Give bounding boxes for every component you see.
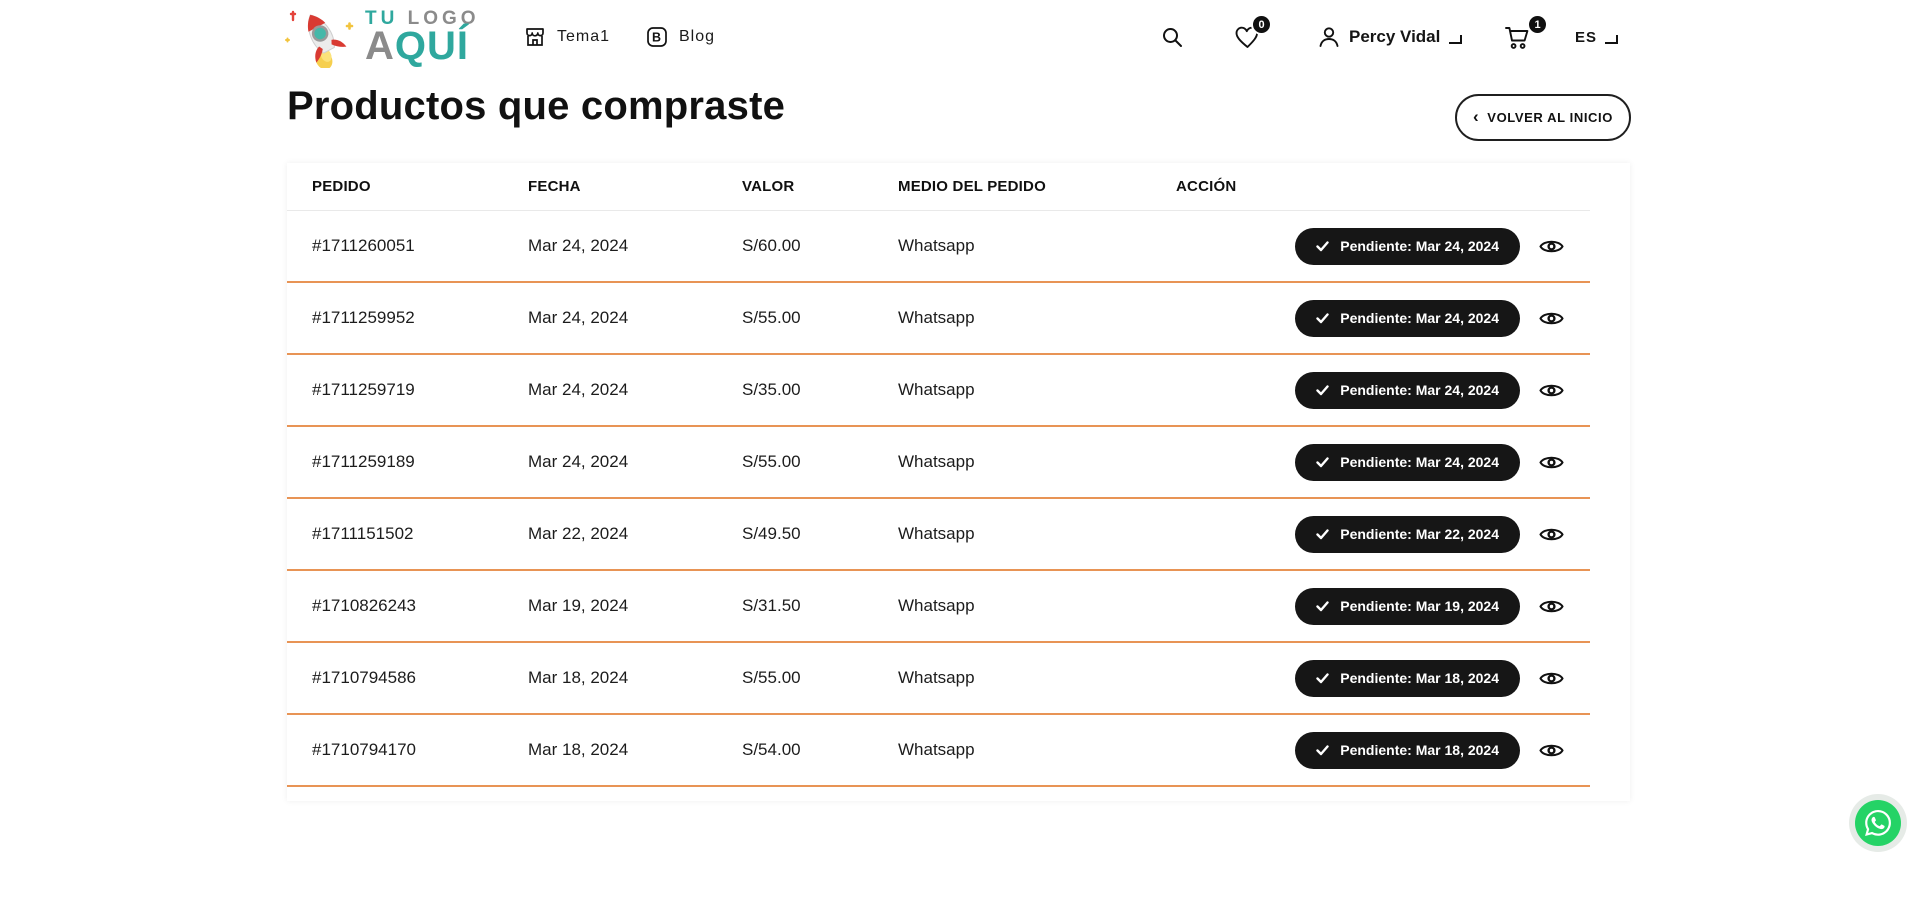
order-date: Mar 22, 2024 <box>528 524 629 543</box>
back-button-label: VOLVER AL INICIO <box>1487 110 1613 125</box>
logo-line2-start: A <box>365 23 395 68</box>
table-row <box>287 715 1590 787</box>
user-name: Percy Vidal <box>1349 27 1441 46</box>
search-button[interactable] <box>1160 0 1184 74</box>
column-header-valor: VALOR <box>742 178 795 195</box>
status-badge[interactable] <box>1295 660 1520 697</box>
wishlist-button[interactable] <box>1234 0 1261 74</box>
status-label: Pendiente: Mar 24, 2024 <box>1340 238 1499 254</box>
order-date: Mar 19, 2024 <box>528 596 629 615</box>
order-date: Mar 18, 2024 <box>528 740 629 759</box>
order-number: #1710794586 <box>312 668 417 687</box>
status-badge[interactable] <box>1295 372 1520 409</box>
nav-item-blog[interactable] <box>645 0 715 74</box>
order-value: S/54.00 <box>742 740 801 759</box>
view-order-button[interactable] <box>1539 525 1564 544</box>
order-actions <box>1176 300 1590 337</box>
status-badge[interactable] <box>1295 300 1520 337</box>
order-actions <box>1176 372 1590 409</box>
check-icon <box>1316 241 1329 252</box>
status-badge[interactable] <box>1295 588 1520 625</box>
whatsapp-icon <box>1855 800 1901 846</box>
person-icon <box>1318 25 1340 49</box>
status-label: Pendiente: Mar 18, 2024 <box>1340 742 1499 758</box>
nav-item-label: Blog <box>679 28 716 45</box>
column-header-medio: MEDIO DEL PEDIDO <box>898 178 1046 195</box>
order-number: #1710826243 <box>312 596 417 615</box>
table-row <box>287 499 1590 571</box>
view-order-button[interactable] <box>1539 453 1564 472</box>
view-order-button[interactable] <box>1539 237 1564 256</box>
order-number: #1711260051 <box>312 236 415 255</box>
order-channel: Whatsapp <box>898 596 975 615</box>
check-icon <box>1316 385 1329 396</box>
order-channel: Whatsapp <box>898 452 975 471</box>
column-header-accion: ACCIÓN <box>1176 178 1237 195</box>
check-icon <box>1316 457 1329 468</box>
chevron-left-icon: ‹ <box>1473 107 1480 126</box>
order-number: #1711259189 <box>312 452 415 471</box>
view-order-button[interactable] <box>1539 381 1564 400</box>
logo-line1-rest: LOGO <box>398 7 480 29</box>
eye-icon <box>1539 453 1564 472</box>
order-date: Mar 24, 2024 <box>528 308 629 327</box>
status-badge[interactable] <box>1295 228 1520 265</box>
blog-b-icon <box>645 25 669 49</box>
order-number: #1711259719 <box>312 380 415 399</box>
rocket-logo-icon <box>283 6 361 68</box>
logo[interactable] <box>283 6 480 68</box>
eye-icon <box>1539 525 1564 544</box>
eye-icon <box>1539 381 1564 400</box>
order-date: Mar 18, 2024 <box>528 668 629 687</box>
language-caret-icon <box>1605 35 1618 44</box>
check-icon <box>1316 313 1329 324</box>
cart-count-badge: 1 <box>1527 14 1548 35</box>
check-icon <box>1316 529 1329 540</box>
wishlist-count-badge: 0 <box>1251 14 1272 35</box>
order-channel: Whatsapp <box>898 668 975 687</box>
table-row <box>287 571 1590 643</box>
order-number: #1711259952 <box>312 308 415 327</box>
check-icon <box>1316 673 1329 684</box>
order-actions <box>1176 444 1590 481</box>
cart-button[interactable] <box>1504 0 1532 74</box>
order-value: S/31.50 <box>742 596 801 615</box>
status-label: Pendiente: Mar 24, 2024 <box>1340 310 1499 326</box>
table-row <box>287 427 1590 499</box>
order-number: #1711151502 <box>312 524 414 543</box>
header <box>0 0 1920 74</box>
language-selector[interactable] <box>1575 0 1618 74</box>
status-label: Pendiente: Mar 22, 2024 <box>1340 526 1499 542</box>
order-actions <box>1176 732 1590 769</box>
order-value: S/35.00 <box>742 380 801 399</box>
status-badge[interactable] <box>1295 732 1520 769</box>
order-number: #1710794170 <box>312 740 417 759</box>
column-header-fecha: FECHA <box>528 178 581 195</box>
search-icon <box>1160 25 1184 49</box>
status-label: Pendiente: Mar 24, 2024 <box>1340 382 1499 398</box>
check-icon <box>1316 745 1329 756</box>
whatsapp-chat-button[interactable] <box>1849 794 1907 852</box>
order-actions <box>1176 228 1590 265</box>
order-channel: Whatsapp <box>898 308 975 327</box>
svg-text:B: B <box>651 30 663 45</box>
status-badge[interactable] <box>1295 444 1520 481</box>
account-menu[interactable] <box>1318 0 1462 74</box>
back-to-home-button[interactable] <box>1455 94 1631 141</box>
view-order-button[interactable] <box>1539 597 1564 616</box>
order-actions <box>1176 516 1590 553</box>
status-label: Pendiente: Mar 19, 2024 <box>1340 598 1499 614</box>
table-row <box>287 355 1590 427</box>
order-value: S/55.00 <box>742 308 801 327</box>
table-body <box>287 211 1630 787</box>
order-value: S/60.00 <box>742 236 801 255</box>
table-row <box>287 283 1590 355</box>
status-label: Pendiente: Mar 18, 2024 <box>1340 670 1499 686</box>
status-badge[interactable] <box>1295 516 1520 553</box>
nav-item-label: Tema1 <box>557 28 611 45</box>
order-channel: Whatsapp <box>898 524 975 543</box>
table-header-row <box>287 163 1590 211</box>
view-order-button[interactable] <box>1539 741 1564 760</box>
logo-text <box>365 9 480 66</box>
eye-icon <box>1539 309 1564 328</box>
account-caret-icon <box>1449 35 1462 44</box>
table-row <box>287 211 1590 283</box>
nav-item-tema1[interactable] <box>523 0 610 74</box>
order-channel: Whatsapp <box>898 236 975 255</box>
language-code: ES <box>1575 28 1598 46</box>
logo-line1-accent: TU <box>365 7 399 29</box>
order-actions <box>1176 588 1590 625</box>
order-date: Mar 24, 2024 <box>528 380 629 399</box>
status-label: Pendiente: Mar 24, 2024 <box>1340 454 1499 470</box>
logo-line2-accent: QUÍ <box>394 23 470 68</box>
view-order-button[interactable] <box>1539 669 1564 688</box>
view-order-button[interactable] <box>1539 309 1564 328</box>
storefront-icon <box>523 25 547 49</box>
check-icon <box>1316 601 1329 612</box>
order-value: S/49.50 <box>742 524 801 543</box>
page-title: Productos que compraste <box>287 84 786 128</box>
order-value: S/55.00 <box>742 452 801 471</box>
eye-icon <box>1539 741 1564 760</box>
eye-icon <box>1539 237 1564 256</box>
table-row <box>287 643 1590 715</box>
column-header-pedido: PEDIDO <box>312 178 371 195</box>
order-date: Mar 24, 2024 <box>528 236 629 255</box>
orders-table-card <box>287 163 1630 801</box>
eye-icon <box>1539 669 1564 688</box>
order-date: Mar 24, 2024 <box>528 452 629 471</box>
eye-icon <box>1539 597 1564 616</box>
order-channel: Whatsapp <box>898 740 975 759</box>
order-channel: Whatsapp <box>898 380 975 399</box>
order-value: S/55.00 <box>742 668 801 687</box>
order-actions <box>1176 660 1590 697</box>
